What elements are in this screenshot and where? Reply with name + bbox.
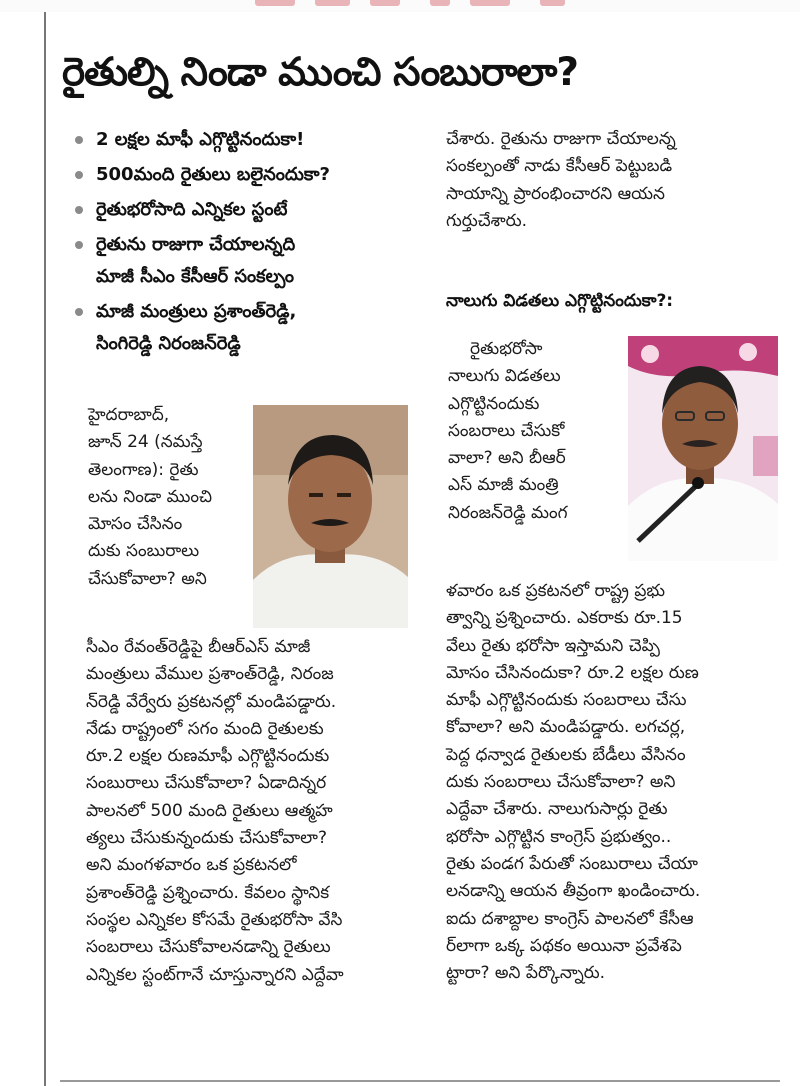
body-line: త్వాన్ని ప్రశ్నించారు. ఎకరాకు రూ.15 [446, 608, 683, 629]
body-line: ళవారం ఒక ప్రకటనలో రాష్ట్ర ప్రభు [446, 581, 666, 601]
body-line: ప్రశాంత్‌రెడ్డి ప్రశ్నించారు. కేవలం స్థానిక [86, 882, 330, 903]
body-line: సంకల్పంతో నాడు కేసీఆర్ పెట్టుబడి [446, 156, 673, 177]
bullet-text-continued: మాజీ సీఎం కేసీఆర్ సంకల్పం [96, 266, 294, 287]
bullet-text: రైతుభరోసాది ఎన్నికల స్టంటే [96, 199, 288, 220]
body-line: త్యలు చేసుకున్నందుకు చేసుకోవాలా? [86, 828, 327, 849]
dateline-block [88, 402, 248, 593]
portrait-image [253, 405, 408, 628]
bullet-text: రైతును రాజుగా చేయాలన్నది [96, 234, 296, 255]
section-subheading: నాలుగు విడతలు ఎగ్గొట్టినందుకా?: [446, 291, 674, 311]
bullet-dot-icon [75, 136, 83, 144]
column-rule [44, 12, 46, 1086]
portrait-image [628, 336, 778, 561]
body-line: సంబరాలు చేసుకో [448, 420, 565, 441]
body-line: రూ.2 లక్షల రుణమాఫీ ఎగ్గొట్టినందుకు [86, 746, 330, 767]
body-line: పెద్ద ధన్వాడ రైతులకు బేడీలు వేసినం [446, 744, 686, 765]
bullet-item [60, 296, 425, 360]
photo-prashanth-reddy [253, 405, 408, 628]
bullet-text: 500మంది రైతులు బలైనందుకా? [96, 164, 330, 185]
body-line: నేడు రాష్ట్రంలో సగం మంది రైతులకు [86, 718, 324, 739]
dateline-line: జూన్ 24 (నమస్తే [88, 432, 203, 453]
bullet-item [60, 194, 425, 226]
body-line: ఎద్దేవా చేశారు. నాలుగుసార్లు రైతు [446, 799, 668, 820]
body-line: సీఎం రేవంత్‌రెడ్డిపై బీఆర్ఎస్ మాజీ [86, 637, 311, 657]
body-line: రైతుభరోసా [470, 339, 543, 359]
dateline-line: లను నిండా ముంచి [88, 486, 213, 507]
bullet-dot-icon [75, 241, 83, 249]
bottom-rule [60, 1080, 780, 1082]
body-line: సంబరాలు చేసుకోవాలనడాన్ని రైతులు [86, 937, 331, 958]
dateline-line: దుకు సంబురాలు [88, 541, 200, 562]
bullet-dot-icon [75, 206, 83, 214]
body-line: చేశారు. రైతును రాజుగా చేయాలన్న [446, 129, 676, 149]
body-line: లనడాన్ని ఆయన తీవ్రంగా ఖండించారు. [446, 881, 701, 902]
dateline-line: హైదరాబాద్, [88, 405, 170, 425]
body-line: ర్‌లాగా ఒక్క పథకం అయినా ప్రవేశపె [446, 935, 682, 956]
right-column-intro [446, 126, 776, 235]
left-column-body [86, 634, 431, 989]
bullet-list [60, 124, 425, 363]
right-column-wrap [448, 336, 628, 527]
bullet-item [60, 229, 425, 293]
dateline-line: చేసుకోవాలా? అని [88, 568, 207, 589]
body-line: రైతు పండగ పేరుతో సంబురాలు చేయా [446, 853, 698, 874]
bullet-item [60, 159, 425, 191]
body-line: భరోసా ఎగ్గొట్టిన కాంగ్రెస్ ప్రభుత్వం.. [446, 826, 672, 847]
body-line: కోవాలా? అని మండిపడ్డారు. లగచర్ల, [446, 717, 686, 738]
body-line: సంస్థల ఎన్నికల కోసమే రైతుభరోసా వేసి [86, 909, 343, 930]
dateline-line: మోసం చేసినం [88, 514, 183, 535]
body-line: ఐదు దశాబ్దాల కాంగ్రెస్ పాలనలో కేసీఆ [446, 908, 694, 929]
body-line: ఎన్నికల స్టంట్‌గానే చూస్తున్నారని ఎద్దేవా [86, 964, 344, 985]
body-line: న్‌రెడ్డి వేర్వేరు ప్రకటనల్లో మండిపడ్డారు. [86, 691, 337, 712]
body-line: ఎగ్గొట్టినందుకు [448, 393, 540, 414]
body-line: మాఫీ ఎగ్గొట్టినందుకు సంబరాలు చేసు [446, 690, 687, 711]
body-line: దుకు సంబరాలు చేసుకోవాలా? అని [446, 772, 676, 793]
body-line: సాయాన్ని ప్రారంభించారని ఆయన [446, 183, 665, 204]
body-line: సంబురాలు చేసుకోవాలా? ఏడాదిన్నర [86, 773, 327, 794]
body-line: గుర్తుచేశారు. [446, 210, 528, 231]
bullet-text-continued: సింగిరెడ్డి నిరంజన్‌రెడ్డి [96, 333, 241, 354]
body-line: పాలనలో 500 మంది రైతులు ఆత్మహ [86, 800, 333, 821]
bullet-item [60, 124, 425, 156]
right-column-body [446, 578, 776, 987]
bullet-text: 2 లక్షల మాఫీ ఎగ్గొట్టినందుకా! [96, 129, 305, 150]
body-line: ట్టారా? అని పేర్కొన్నారు. [446, 963, 606, 984]
dateline-line: తెలంగాణ): రైతు [88, 459, 199, 480]
bullet-dot-icon [75, 308, 83, 316]
photo-niranjan-reddy [628, 336, 778, 561]
body-line: వేలు రైతు భరోసా ఇస్తామని చెప్పి [446, 635, 660, 656]
body-line: మోసం చేసినందుకా? రూ.2 లక్షల రుణ [446, 662, 699, 683]
masthead-strip [0, 0, 800, 12]
body-line: ఎస్ మాజీ మంత్రి [448, 475, 559, 496]
body-line: మంత్రులు వేముల ప్రశాంత్‌రెడ్డి, నిరంజ [86, 664, 334, 685]
bullet-dot-icon [75, 171, 83, 179]
body-line: నాలుగు విడతలు [448, 366, 561, 387]
body-line: అని మంగళవారం ఒక ప్రకటనలో [86, 855, 297, 876]
bullet-text: మాజీ మంత్రులు ప్రశాంత్‌రెడ్డి, [96, 301, 297, 322]
body-line: వాలా? అని బీఆర్ [448, 448, 566, 469]
body-line: నిరంజన్‌రెడ్డి మంగ [448, 502, 568, 523]
headline: రైతుల్ని నిండా ముంచి సంబురాలా? [62, 50, 579, 95]
